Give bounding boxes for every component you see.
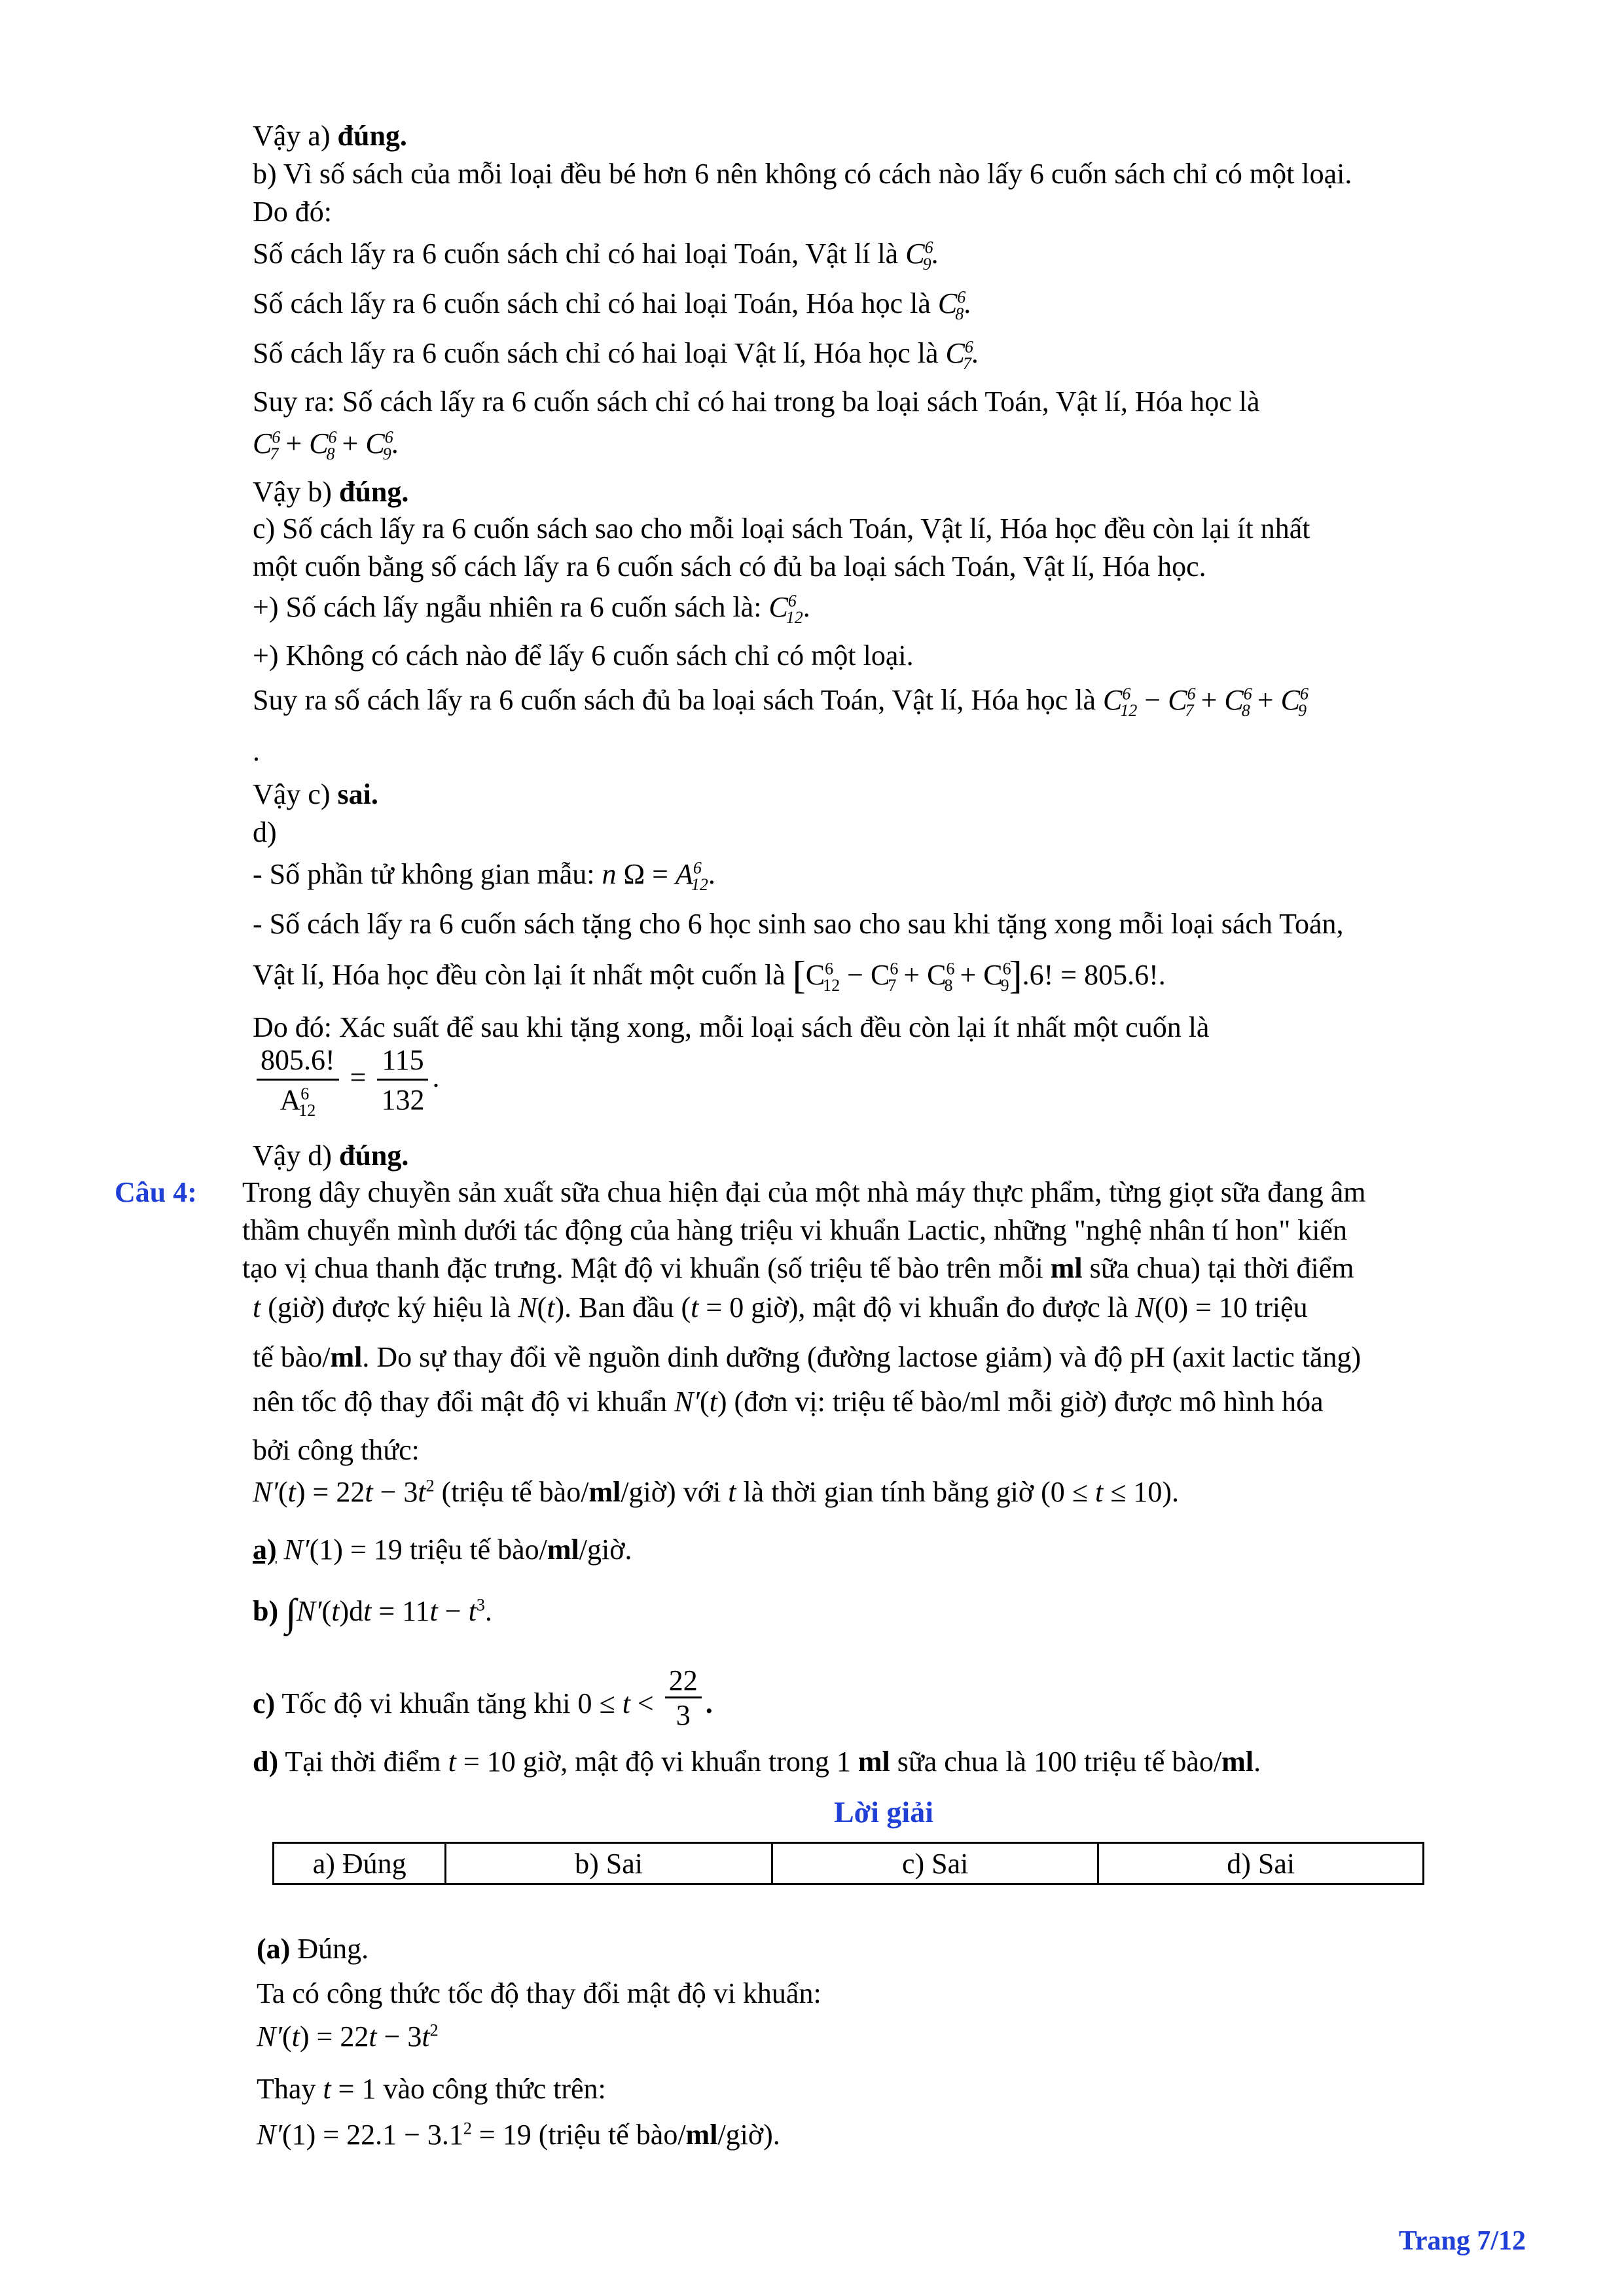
answer-cell-b: b) Sai xyxy=(446,1843,772,1884)
math-sum-c: $C^6_7 + C^6_8 + C^6_9$. xyxy=(253,427,399,463)
line-gift-intro: - Số cách lấy ra 6 cuốn sách tặng cho 6 học sinh sao cho sau khi tặng xong mỗi loại sách Toán, xyxy=(253,908,1344,940)
question-line-7: bởi công thức: xyxy=(253,1434,420,1466)
math-c76: $C^6_7$ xyxy=(945,337,973,373)
statement-a: a) N′(1) = 19 triệu tế bào/ml/giờ. xyxy=(253,1534,632,1566)
math-c12-6: $C^6_{12}$ xyxy=(768,591,803,627)
question-formula: $N'(t) = 22t - 3t^2$ (triệu tế bào/ml/giờ) với t là thời gian tính bằng giờ (0 ≤ t ≤ 10). xyxy=(253,1476,1179,1508)
line-toan-vatli: Số cách lấy ra 6 cuốn sách chỉ có hai loại Toán, Vật lí là $C^6_9$. xyxy=(253,238,939,274)
statement-b: b) $\int N'(t)dt = 11t - t^3$. xyxy=(253,1591,492,1634)
solution-result: $N'(1) = 22.1 - 3.1^2 = 19$ (triệu tế bào/ml/giờ). xyxy=(257,2119,780,2151)
line-conclusion-d: Vậy d) đúng. xyxy=(253,1139,409,1172)
question-line-6: nên tốc độ thay đổi mật độ vi khuẩn N′(t) (đơn vị: triệu tế bào/ml mỗi giờ) được mô hình hóa xyxy=(253,1386,1324,1418)
line-c-intro: c) Số cách lấy ra 6 cuốn sách sao cho mỗi loại sách Toán, Vật lí, Hóa học đều còn lại ít nhất xyxy=(253,512,1310,545)
question-line-1: Trong dây chuyền sản xuất sữa chua hiện đại của một nhà máy thực phẩm, từng giọt sữa đang âm xyxy=(242,1176,1366,1208)
line-suy-ra: Suy ra: Số cách lấy ra 6 cuốn sách chỉ có hai trong ba loại sách Toán, Vật lí, Hóa học là xyxy=(253,386,1260,418)
line-three-types: Suy ra số cách lấy ra 6 cuốn sách đủ ba loại sách Toán, Vật lí, Hóa học là $C^6_{12} - C^6_7 + C^6_8 + C^6_9$ xyxy=(253,684,1308,720)
statement-c: c) Tốc độ vi khuẩn tăng khi 0 ≤ t < $\frac{22}{3}$ . xyxy=(253,1664,713,1731)
math-c96: $C^6_9$ xyxy=(905,238,933,274)
statement-d: d) Tại thời điểm t = 10 giờ, mật độ vi khuẩn trong 1 ml sữa chua là 100 triệu tế bào/ml. xyxy=(253,1746,1261,1778)
math-probability: $\frac{805.6!}{A^6_{12}}$ = $\frac{115}{132}$ . xyxy=(253,1046,439,1115)
solution-intro: Ta có công thức tốc độ thay đổi mật độ vi khuẩn: xyxy=(257,1977,821,2009)
line-vatli-hoahoc: Số cách lấy ra 6 cuốn sách chỉ có hai loại Vật lí, Hóa học là $C^6_7$. xyxy=(253,337,979,373)
line-c12: +) Số cách lấy ngẫu nhiên ra 6 cuốn sách là: $C^6_{12}$. xyxy=(253,591,810,627)
line-conclusion-b: Vậy b) đúng. xyxy=(253,476,409,508)
line-conclusion-c: Vậy c) sai. xyxy=(253,778,378,810)
math-c86: $C^6_8$ xyxy=(937,287,966,323)
fraction-right: $\frac{115}{132}$ xyxy=(377,1046,428,1115)
fraction-left: $\frac{805.6!}{A^6_{12}}$ xyxy=(257,1046,339,1115)
line-d-label: d) xyxy=(253,816,277,848)
question-line-4: t (giờ) được ký hiệu là N(t). Ban đầu (t = 0 giờ), mật độ vi khuẩn đo được là N(0) = 10 triệu xyxy=(253,1291,1308,1323)
question-line-3: tạo vị chua thanh đặc trưng. Mật độ vi khuẩn (số triệu tế bào trên mỗi ml sữa chua) tại thời điểm xyxy=(242,1252,1354,1284)
answer-table xyxy=(272,1842,1424,1885)
question-label: Câu 4: xyxy=(115,1176,197,1208)
line-toan-hoahoc: Số cách lấy ra 6 cuốn sách chỉ có hai loại Toán, Hóa học là $C^6_8$. xyxy=(253,287,971,323)
question-line-5: tế bào/ml. Do sự thay đổi về nguồn dinh dưỡng (đường lactose giảm) và độ pH (axit lactic tăng) xyxy=(253,1341,1362,1373)
answer-cell-d: d) Sai xyxy=(1098,1843,1424,1884)
line-dot: . xyxy=(253,735,260,767)
line-sample-space: - Số phần tử không gian mẫu: n $\Omega = A^6_{12}$. xyxy=(253,858,715,894)
solution-a-heading: (a) Đúng. xyxy=(257,1933,369,1965)
line-c-intro-2: một cuốn bằng số cách lấy ra 6 cuốn sách có đủ ba loại sách Toán, Vật lí, Hóa học. xyxy=(253,550,1206,583)
line-probability-intro: Do đó: Xác suất để sau khi tặng xong, mỗi loại sách đều còn lại ít nhất một cuốn là xyxy=(253,1011,1210,1043)
table-row xyxy=(274,1843,1424,1884)
line-gift-count: Vật lí, Hóa học đều còn lại ít nhất một cuốn là $[C^6_{12} - C^6_7 + C^6_8 + C^6_9].6$! = 805.6!. xyxy=(253,954,1166,997)
line-do-do: Do đó: xyxy=(253,196,332,228)
solution-title: Lời giải xyxy=(834,1795,933,1829)
answer-cell-a: a) Đúng xyxy=(274,1843,446,1884)
line-no-single-type: +) Không có cách nào để lấy 6 cuốn sách chỉ có một loại. xyxy=(253,639,914,672)
solution-substitute: Thay t = 1 vào công thức trên: xyxy=(257,2073,606,2105)
question-line-2: thầm chuyển mình dưới tác động của hàng triệu vi khuẩn Lactic, những "nghệ nhân tí hon" kiến xyxy=(242,1214,1348,1246)
line-b-intro: b) Vì số sách của mỗi loại đều bé hơn 6 nên không có cách nào lấy 6 cuốn sách chỉ có một loại. xyxy=(253,158,1352,190)
page-number: Trang 7/12 xyxy=(1398,2226,1526,2256)
line-conclusion-a: Vậy a) đúng. xyxy=(253,120,407,152)
answer-cell-c: c) Sai xyxy=(772,1843,1098,1884)
solution-formula: $N'(t) = 22t - 3t^2$ xyxy=(257,2020,439,2053)
